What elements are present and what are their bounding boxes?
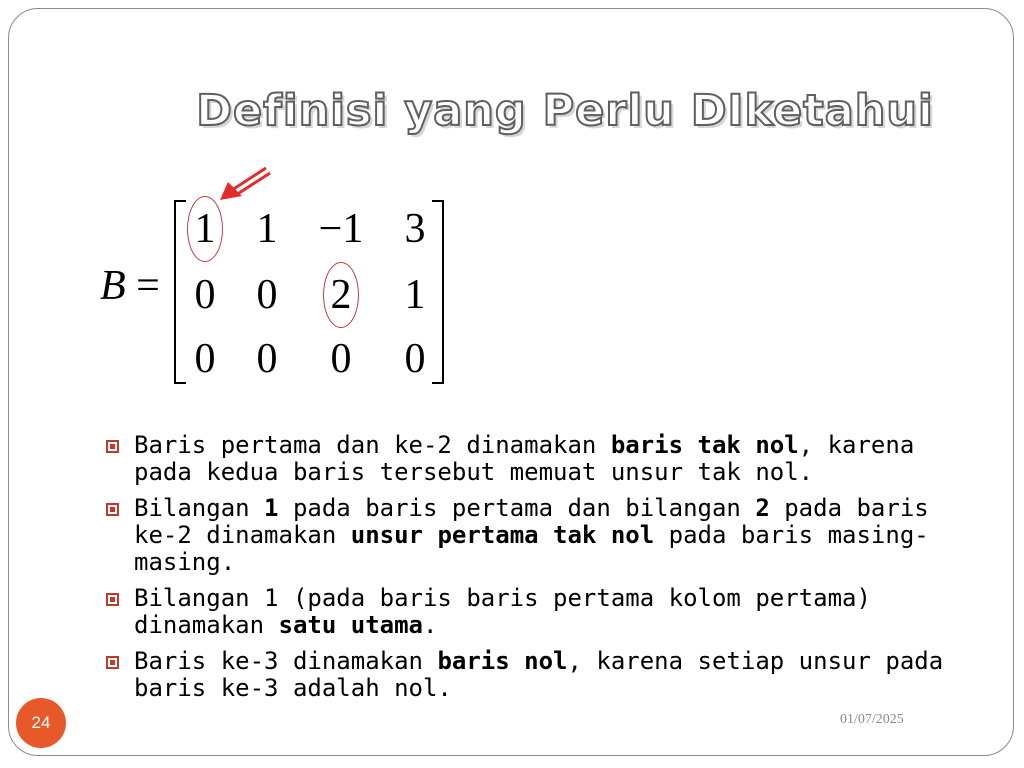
bullet-bold-text: satu utama (278, 611, 423, 639)
matrix-cell: 1 (404, 272, 426, 318)
bullet-text: , karena pada kedua baris tersebut memuat unsur tak nol. (134, 431, 915, 486)
bullet-item (104, 585, 984, 639)
slide-date: 01/07/2025 (840, 712, 904, 727)
bullet-bold-text: baris nol (437, 647, 568, 675)
bullet-bold-text: 1 (264, 494, 279, 522)
highlight-circle (187, 196, 223, 262)
matrix-cell: 1 (194, 206, 216, 252)
matrix-name: B (100, 263, 126, 309)
bullet-item (104, 648, 984, 702)
square-bullet-icon (106, 440, 119, 453)
matrix-cell: 1 (256, 206, 278, 252)
bullet-item (104, 495, 984, 576)
matrix-cell: 0 (256, 272, 278, 318)
bullet-item (104, 432, 984, 486)
page-number-badge: 24 (16, 698, 66, 748)
bullet-text: Baris ke-3 dinamakan (134, 647, 438, 675)
red-arrow-icon (216, 160, 276, 202)
bullet-list (104, 432, 984, 711)
bullet-text: pada baris masing-masing. (134, 521, 929, 576)
highlight-circle (323, 262, 359, 328)
matrix-equation (100, 192, 460, 392)
matrix-cell: 0 (256, 336, 278, 382)
matrix-cell: −1 (318, 206, 364, 252)
bullet-text: Baris pertama dan ke-2 dinamakan (134, 431, 611, 459)
matrix-cell: 0 (194, 272, 216, 318)
slide-title: Definisi yang Perlu DIketahui (196, 86, 934, 136)
bullet-text: Bilangan (134, 494, 265, 522)
square-bullet-icon (106, 656, 119, 669)
bullet-text: pada baris pertama dan bilangan (278, 494, 756, 522)
square-bullet-icon (106, 503, 119, 516)
bullet-text: . (423, 611, 438, 639)
matrix-cell: 2 (330, 272, 352, 318)
bullet-bold-text: 2 (755, 494, 770, 522)
matrix-cell: 0 (194, 336, 216, 382)
matrix-cell: 3 (404, 206, 426, 252)
matrix-cell: 0 (404, 336, 426, 382)
matrix-label (100, 265, 160, 307)
bullet-bold-text: unsur pertama tak nol (350, 521, 655, 549)
bullet-bold-text: baris tak nol (610, 431, 799, 459)
square-bullet-icon (106, 593, 119, 606)
bullet-text: Bilangan 1 (pada baris baris pertama kolom pertama) dinamakan (134, 584, 871, 639)
equals-sign: = (136, 263, 160, 309)
matrix-cell: 0 (330, 336, 352, 382)
bullet-text: , karena setiap unsur pada baris ke-3 adalah nol. (134, 647, 944, 702)
bullet-text: pada baris ke-2 dinamakan (134, 494, 929, 549)
